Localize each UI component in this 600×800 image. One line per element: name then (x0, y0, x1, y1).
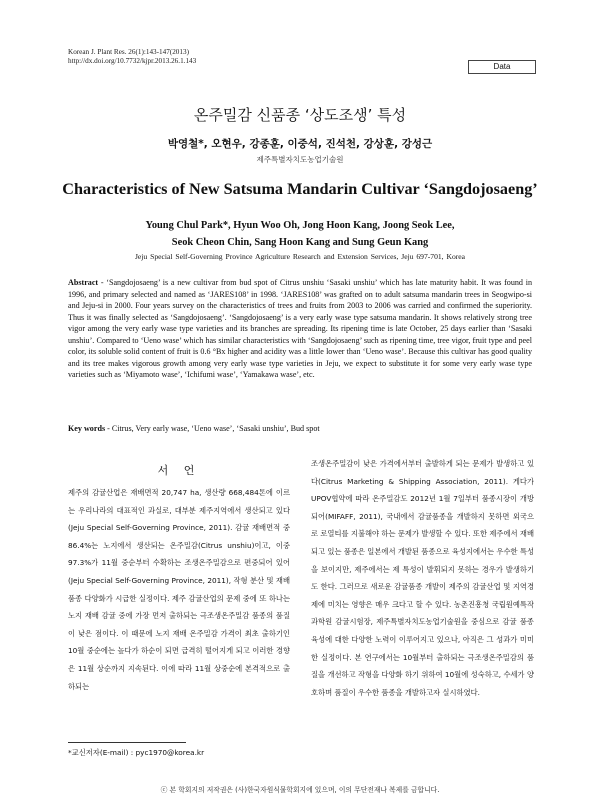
body-column-right: 조생온주밀감이 낮은 가격에서부터 출발하게 되는 문제가 발생하고 있다(Citrus Marketing & Shipping Association, 2011). 게다가 UPOV협약에 따라 온주밀감도 2012년 1월 7일부터 품종시장이 개방되어(MIFAFF, 2011), 국내에서 감귤품종을 개발하지 못하면 외국으로 로열티를 지불해야 하는 문제가 발생할 수 있다. 또한 제주에서 재배되고 있는 품종은 일본에서 개발된 품종으로 육성지에서는 우수한 특성을 보이지만, 제주에서는 제 특성이 발휘되지 못하는 경우가 발생하기도 한다. 그러므로 새로운 감귤품종 개발이 제주의 감귤산업 및 지역경제에 미치는 영향은 매우 크다고 할 수 있다. 농촌진흥청 국립원예특작과학원 감귤시험장, 제주특별자치도농업기술원을 중심으로 감귤 품종 육성에 대한 다양한 노력이 이루어지고 있으나, 아직은 그 성과가 미미한 실정이다. 본 연구에서는 10월부터 출하되는 극조생온주밀감의 품질을 개선하고 작형을 다양화 하기 위하여 10월에 성숙하고, 수세가 양호하며 품질이 우수한 품종을 개발하고자 실시하였다. (311, 459, 534, 697)
keywords (68, 424, 532, 433)
journal-header (68, 48, 196, 66)
keywords-text: - Citrus, Very early wase, ‘Ueno wase’, ‘Sasaki unshiu’, Bud spot (105, 424, 320, 433)
keywords-label: Key words (68, 424, 106, 433)
korean-title: 온주밀감 신품종 ‘상도조생’ 특성 (193, 106, 407, 124)
article-type-badge: Data (468, 60, 536, 74)
copyright-notice: ⓒ 본 학회지의 저작권은 (사)한국자원식물학회지에 있으며, 이의 무단전재나 복제를 금합니다. (160, 786, 440, 794)
corresponding-author-footnote: *교신저자(E-mail) : pyc1970@korea.kr (68, 748, 205, 757)
english-authors (0, 217, 600, 251)
section-title-introduction: 서 언 (157, 464, 201, 477)
abstract (68, 277, 532, 381)
korean-authors: 박영철*, 오현우, 강종훈, 이중석, 진석천, 강상훈, 강성근 (167, 138, 433, 150)
korean-affiliation: 제주특별자치도농업기술원 (256, 155, 344, 164)
body-column-left: 제주의 감귤산업은 재배면적 20,747 ha, 생산량 668,484톤에 이르는 우리나라의 대표적인 과실로, 대부분 제주지역에서 생산되고 있다(Jeju Special Self-Governing Province, 2011). 감귤 재배면적 중 86.4%는 노지에서 생산되는 온주밀감(Citrus unshiu)이고, 이중 97.3%가 11월 중순부터 수확하는 조생온주밀감으로 편중되어 있어(Jeju Special Self-Governing Province, 2011), 작형 분산 및 재배품종 다양화가 시급한 실정이다. 제주 감귤산업의 문제 중에 또 하나는 노지 재배 감귤 중에 가장 먼저 출하되는 극조생온주밀감 품종의 품질이 낮은 점이다. 이 때문에 노지 재배 온주밀감 가격이 최초 출하기인 10월 중순에는 높다가 하순이 되면 급격히 떨어지게 되고 이러한 경향은 11월 상순까지 지속된다. 이에 따라 11월 상중순에 본격적으로 출하되는 (68, 488, 290, 691)
journal-citation: Korean J. Plant Res. 26(1):143-147(2013) (68, 48, 189, 56)
english-title: Characteristics of New Satsuma Mandarin Cultivar ‘Sangdojosaeng’ (62, 180, 538, 198)
journal-doi: http://dx.doi.org/10.7732/kjpr.2013.26.1.143 (68, 57, 197, 65)
footnote-divider (68, 742, 186, 743)
abstract-label: Abstract (68, 278, 99, 287)
english-authors-line-1: Young Chul Park*, Hyun Woo Oh, Jong Hoon Kang, Joong Seok Lee, (145, 220, 455, 231)
english-affiliation: Jeju Special Self-Governing Province Agriculture Research and Extension Services, Jeju 697-701, Korea (134, 252, 466, 261)
abstract-text: - ‘Sangdojosaeng’ is a new cultivar from bud spot of Citrus unshiu ‘Sasaki unshiu’ which has late maturity habit. It was found in 1996, and primary selected and named as ‘JARES108’ in 1998. ‘JARES108’ was grafted on to adult satsuma mandarin trees in Seogwipo-si and Jeju-si in 2000. Four years survey on the characteristics of trees and fruits from 2003 to 2006 was carried and confirmed the superiority. Thus it was finally selected as ‘Sangdojosaeng’. ‘Sangdojosaeng’ is a very early wase type satsuma mandarin. It shows relatively strong tree vigor among the very early wase type varieties and its branches are spreading. Its ripening time is late October, 25 days earlier than ‘Sasaki unshiu’. Compared to ‘Ueno wase’ which has similar characteristics with ‘Sangdojosaeng’ such as ripening time, tree vigor, fruit type and peel color, its soluble solid content of fruit is 0.6 °Bx higher and acidity was a little lower than ‘Ueno wase’. Because this cultivar has good quality and its tree makes vigorous growth among very early wase type varieties in Jeju, we expect to substitute it for some very early wase type varieties such as ‘Miyamoto wase’, ‘Ichifumi wase’, ‘Yamakawa wase’, etc. (68, 278, 532, 379)
english-authors-line-2: Seok Cheon Chin, Sang Hoon Kang and Sung Geun Kang (171, 237, 429, 248)
